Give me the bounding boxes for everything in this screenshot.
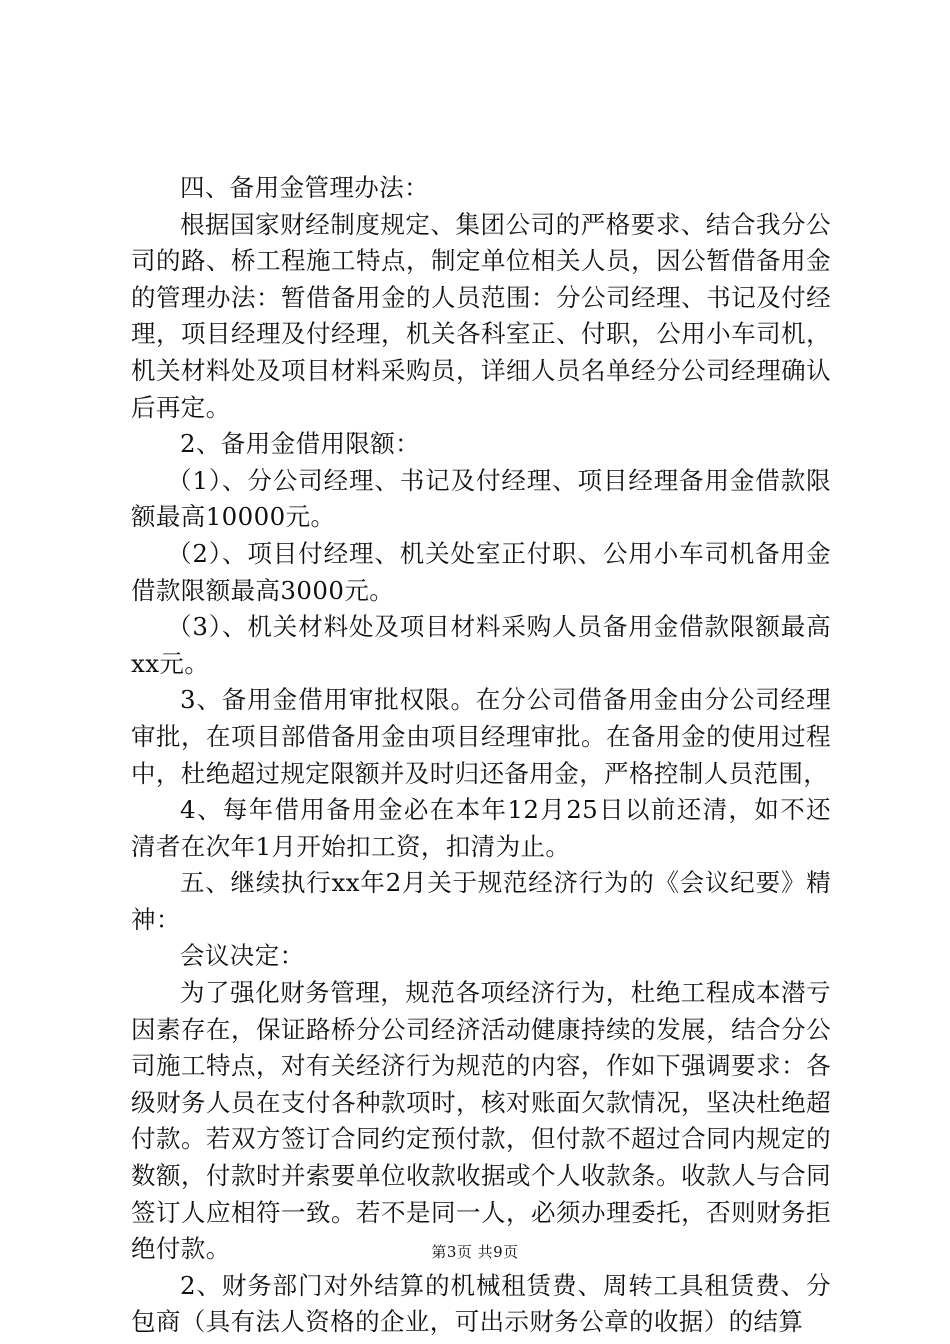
page-footer: 第3页 共9页 (431, 1243, 519, 1261)
section-heading-five: 五、继续执行xx年2月关于规范经济行为的《会议纪要》精神： (131, 868, 831, 934)
paragraph-scope: 根据国家财经制度规定、集团公司的严格要求、结合我分公司的路、桥工程施工特点，制定单位相关人员，因公暂借备用金的管理办法：暂借备用金的人员范围：分公司经理、书记及付经理，项目经理及付经理，机关各科室正、付职，公用小车司机，机关材料处及项目材料采购员，详细人员名单经分公司经理确认后再定。 (131, 209, 831, 422)
subheading-limits: 2、备用金借用限额： (180, 429, 421, 459)
section-heading-four: 四、备用金管理办法： (180, 173, 429, 202)
limit-item-3: （3）、机关材料处及项目材料采购人员备用金借款限额最高xx元。 (131, 612, 831, 678)
paragraph-approval: 3、备用金借用审批权限。在分公司借备用金由分公司经理审批，在项目部借备用金由项目经理审批。在备用金的使用过程中，杜绝超过规定限额并及时归还备用金，严格控制人员范围， (131, 685, 831, 788)
meeting-decision-label: 会议决定： (180, 941, 305, 971)
paragraph-finance-rules: 为了强化财务管理，规范各项经济行为，杜绝工程成本潜亏因素存在，保证路桥分公司经济活动健康持续的发展，结合分公司施工特点，对有关经济行为规范的内容，作如下强调要求：各级财务人员在支付各种款项时，核对账面欠款情况，坚决杜绝超付款。若双方签订合同约定预付款，但付款不超过合同内规定的数额，付款时并索要单位收款收据或个人收款条。收款人与合同签订人应相符一致。若不是同一人，必须办理委托，否则财务拒绝付款。 (131, 978, 831, 1264)
limit-item-2: （2）、项目付经理、机关处室正付职、公用小车司机备用金借款限额最高3000元。 (131, 538, 831, 605)
paragraph-settlement: 2、财务部门对外结算的机械租赁费、周转工具租赁费、分包商（具有法人资格的企业，可出示财务公章的收据）的结算 (131, 1270, 831, 1337)
document-body (131, 170, 831, 1341)
paragraph-repayment: 4、每年借用备用金必在本年12月25日以前还清，如不还清者在次年1月开始扣工资，扣清为止。 (131, 795, 831, 861)
limit-item-1: （1）、分公司经理、书记及付经理、项目经理备用金借款限额最高10000元。 (131, 465, 831, 532)
